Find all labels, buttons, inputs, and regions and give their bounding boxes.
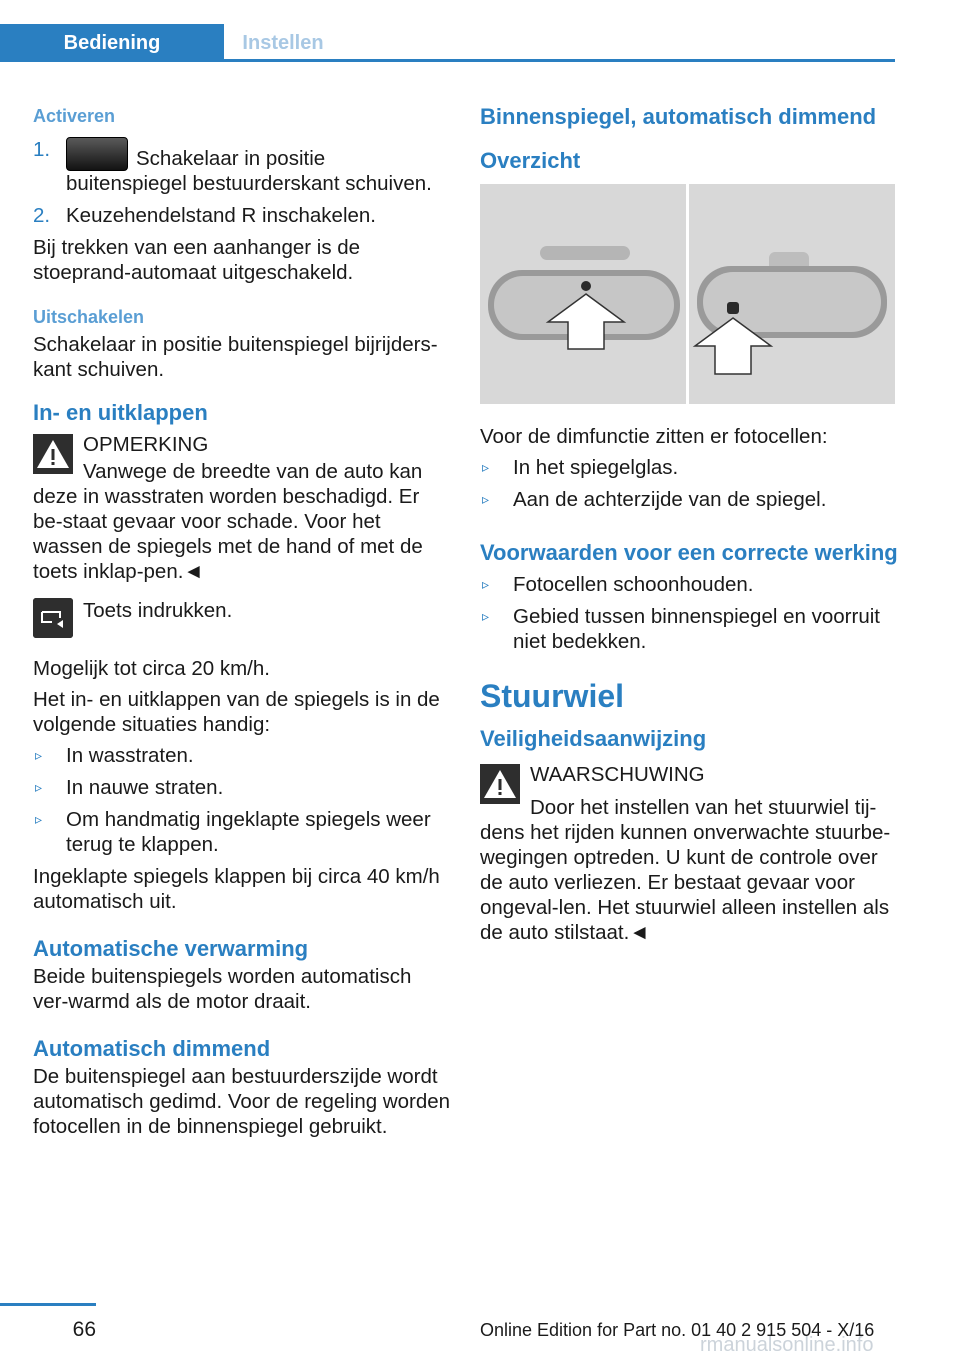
verwarming-heading: Automatische verwarming	[33, 936, 309, 961]
handy-list	[33, 743, 451, 857]
bullet-triangle-icon: ▹	[35, 779, 43, 795]
warning-box	[480, 762, 898, 945]
bullet-triangle-icon: ▹	[482, 608, 490, 624]
mirror-front-image	[480, 184, 686, 404]
uitschakelen-text: Schakelaar in positie buitenspiegel bijrijders-kant schuiven.	[33, 333, 438, 381]
step-text: Keuzehendelstand R inschakelen.	[66, 204, 376, 227]
fotocellen-intro: Voor de dimfunctie zitten er fotocellen:	[480, 425, 828, 448]
mirror-fold-button-icon	[33, 598, 73, 638]
press-text: Toets indrukken.	[83, 599, 233, 622]
mirror-switch-image	[66, 137, 128, 171]
warning-text: Door het instellen van het stuurwiel tij-dens het rijden kunnen onverwachte stuurbe-wegingen optreden. U kunt de controle over de auto verliezen. Er bestaat gevaar voor ongeval-len. Het stuurwiel alleen instellen als de auto stilstaat.◄	[480, 796, 891, 944]
warning-triangle-icon	[480, 764, 520, 804]
activeren-heading: Activeren	[33, 106, 116, 126]
page-number: 66	[72, 1318, 96, 1341]
uitschakelen-heading: Uitschakelen	[33, 307, 145, 327]
list-item: ▹ In wasstraten.	[35, 744, 194, 767]
bullet-triangle-icon: ▹	[482, 576, 490, 592]
right-column	[480, 96, 898, 951]
dimmend-heading: Automatisch dimmend	[33, 1036, 271, 1061]
trailer-text: Bij trekken van een aanhanger is de stoeprand-automaat uitgeschakeld.	[33, 236, 361, 284]
auto-unfold-text: Ingeklapte spiegels klappen bij circa 40 km/h automatisch uit.	[33, 865, 440, 913]
list-item: ▹ Om handmatig ingeklapte spiegels weer terug te klappen.	[35, 808, 431, 856]
list-item: ▹ In het spiegelglas.	[482, 456, 679, 479]
list-item	[33, 203, 451, 228]
bullet-triangle-icon: ▹	[35, 747, 43, 763]
list-item: ▹ Aan de achterzijde van de spiegel.	[482, 488, 827, 511]
tab-instellen[interactable]: Instellen	[242, 32, 324, 54]
notice-title: OPMERKING	[83, 433, 209, 456]
bullet-triangle-icon: ▹	[482, 491, 490, 507]
dimmend-text: De buitenspiegel aan bestuurderszijde wordt automatisch gedimd. Voor de regeling worden fotocellen in de binnenspiegel gebruikt.	[33, 1065, 451, 1138]
warning-triangle-icon	[33, 434, 73, 474]
warning-title: WAARSCHUWING	[530, 763, 705, 786]
voorwaarden-heading: Voorwaarden voor een correcte werking	[480, 540, 898, 565]
step-number: 1.	[33, 138, 51, 161]
list-item: ▹ Gebied tussen binnenspiegel en voorruit niet bedekken.	[482, 605, 880, 653]
step-number: 2.	[33, 204, 51, 227]
watermark: rmanualsonline.info	[700, 1334, 874, 1356]
tab-bediening[interactable]: Bediening	[0, 24, 224, 62]
header-tabbar	[0, 0, 895, 62]
list-item	[33, 137, 451, 196]
mirror-photo	[480, 184, 895, 404]
handy-text: Het in- en uitklappen van de spiegels is in de volgende situaties handig:	[33, 688, 440, 736]
voorwaarden-list	[480, 572, 898, 654]
notice-text: Vanwege de breedte van de auto kan deze in wasstraten worden beschadigd. Er be-staat gevaar voor schade. Voor het wassen de spiegels met de hand of met de toets inklap-pen.◄	[33, 460, 423, 583]
verwarming-text: Beide buitenspiegels worden automatisch ver-warmd als de motor draait.	[33, 965, 412, 1013]
inklappen-heading: In- en uitklappen	[33, 400, 208, 425]
speed-text: Mogelijk tot circa 20 km/h.	[33, 657, 270, 680]
online-edition-text: Online Edition for Part no. 01 40 2 915 504 - X/16	[480, 1320, 875, 1340]
left-column	[33, 96, 451, 1145]
bullet-triangle-icon: ▹	[35, 811, 43, 827]
footer-rule	[0, 1303, 96, 1306]
fotocellen-list	[480, 455, 898, 512]
veiligheid-heading: Veiligheidsaanwijzing	[480, 726, 707, 751]
stuurwiel-heading: Stuurwiel	[480, 678, 625, 714]
activeren-steps	[33, 137, 451, 228]
fold-button-row	[33, 598, 451, 646]
mirror-back-image	[689, 184, 895, 404]
notice-box	[33, 432, 451, 584]
list-item: ▹ Fotocellen schoonhouden.	[482, 573, 754, 596]
overzicht-heading: Overzicht	[480, 148, 581, 173]
list-item: ▹ In nauwe straten.	[35, 776, 224, 799]
step-text: Schakelaar in positie buitenspiegel bestuurderskant schuiven.	[66, 147, 432, 195]
bullet-triangle-icon: ▹	[482, 459, 490, 475]
binnenspiegel-heading: Binnenspiegel, automatisch dimmend	[480, 104, 877, 129]
